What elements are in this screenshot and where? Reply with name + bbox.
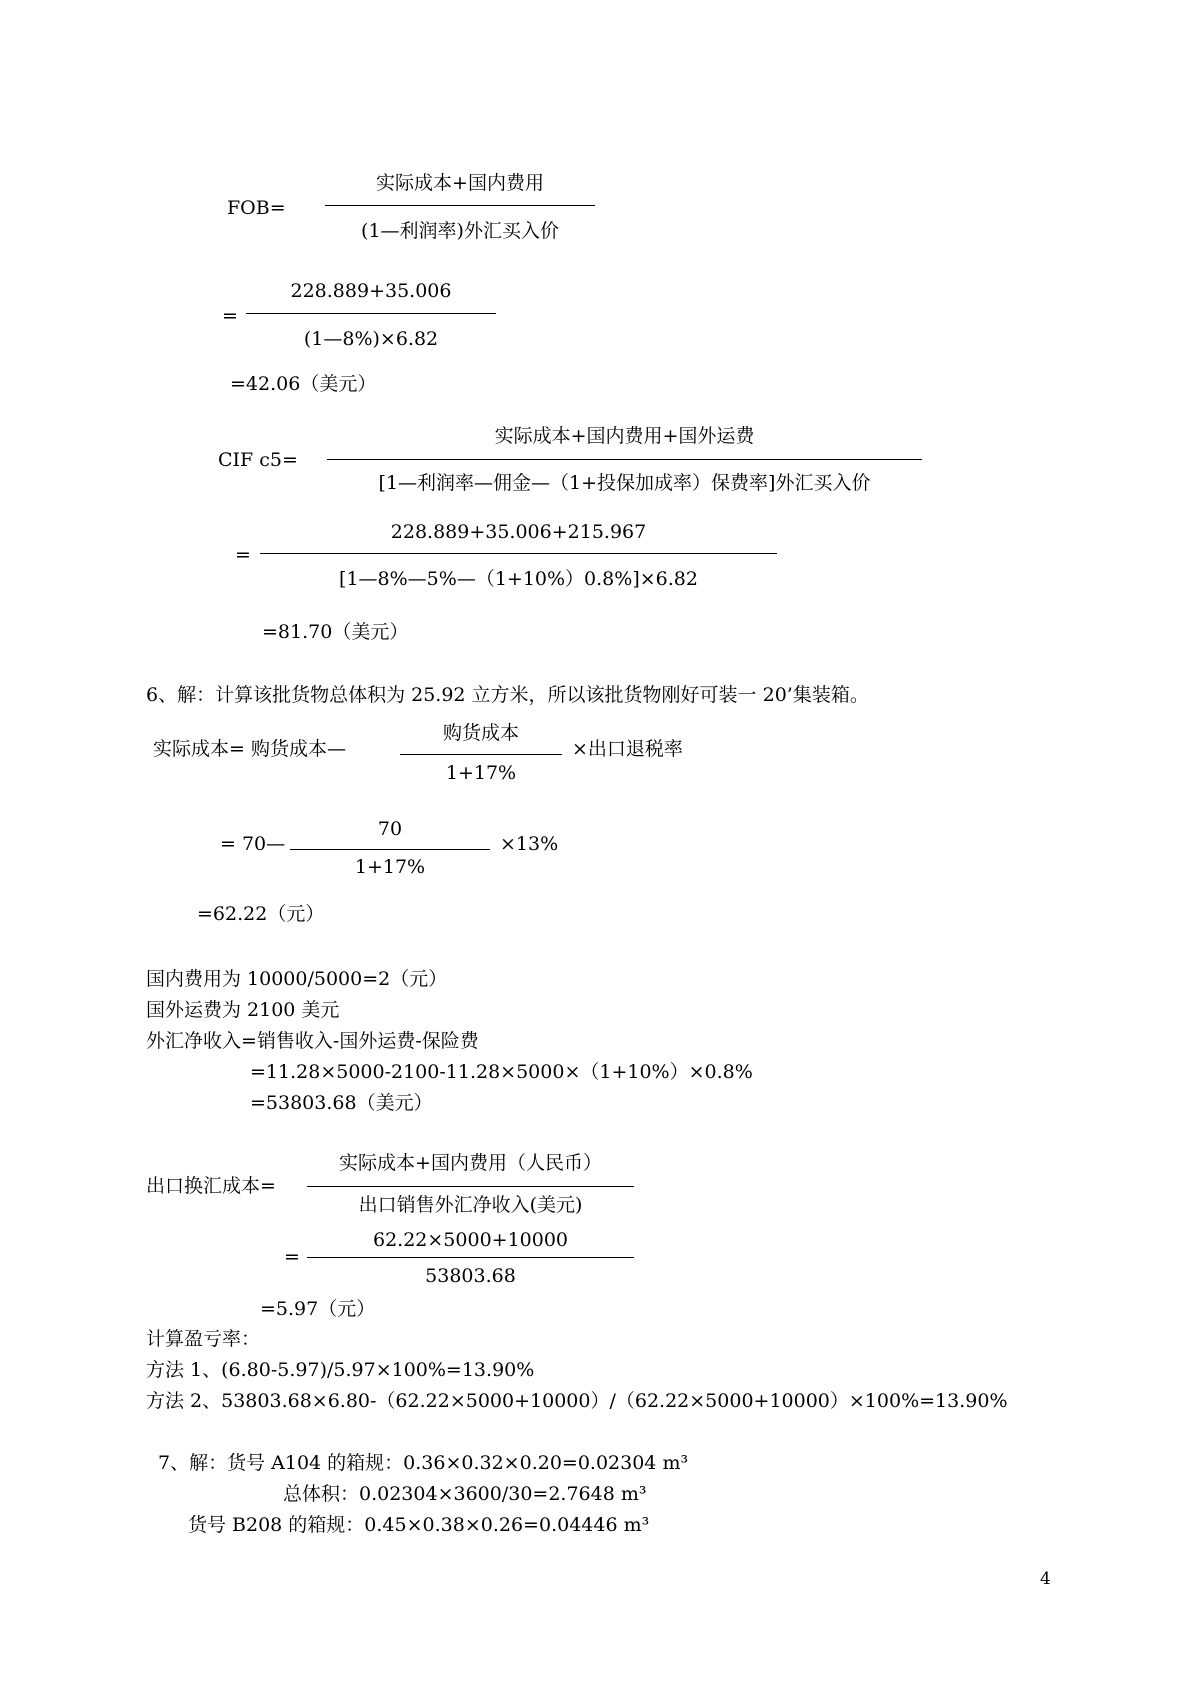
q6-cost-calc-suffix: ×13% [500, 833, 559, 855]
q6-exchange-fraction-bar [307, 1186, 634, 1187]
q6-domestic-fee: 国内费用为 10000/5000=2（元） [146, 968, 448, 990]
q6-exchange-result: =5.97（元） [260, 1298, 376, 1320]
cif-eq-sign: = [235, 544, 251, 566]
fob-eq-sign: = [222, 305, 238, 327]
cif-fraction-bar [327, 459, 922, 460]
fob-label: FOB= [227, 197, 286, 219]
cif-calc-fraction-bar [260, 553, 777, 554]
fob-numerator: 实际成本+国内费用 [376, 172, 544, 194]
q6-intro: 6、解：计算该批货物总体积为 25.92 立方米，所以该批货物刚好可装一 20’集装箱。 [146, 684, 869, 706]
cif-numerator: 实际成本+国内费用+国外运费 [494, 425, 755, 447]
q6-cost-result: =62.22（元） [197, 903, 325, 925]
fob-fraction-bar [325, 205, 595, 206]
q7-line3: 货号 B208 的箱规：0.45×0.38×0.26=0.04446 m³ [188, 1514, 650, 1536]
cif-denominator: [1—利润率—佣金—（1+投保加成率）保费率]外汇买入价 [378, 472, 871, 494]
q6-exchange-eq: = [284, 1246, 300, 1268]
cif-label: CIF c5= [218, 449, 298, 471]
q6-foreign-freight: 国外运费为 2100 美元 [146, 999, 340, 1021]
q6-net-income-label: 外汇净收入=销售收入-国外运费-保险费 [146, 1030, 479, 1052]
q6-net-income-result: =53803.68（美元） [250, 1092, 433, 1114]
fob-calc-fraction-bar [246, 313, 496, 314]
page-number: 4 [1040, 1569, 1051, 1589]
q6-exchange-calc-numerator: 62.22×5000+10000 [372, 1229, 569, 1251]
q6-cost-fraction-bar [400, 754, 562, 755]
q6-cost-denominator: 1+17% [445, 762, 517, 784]
q6-method2: 方法 2、53803.68×6.80-（62.22×5000+10000）/（62.22×5000+10000）×100%=13.90% [146, 1390, 1008, 1412]
q6-cost-numerator: 购货成本 [442, 722, 519, 744]
q6-cost-calc-numerator: 70 [377, 818, 403, 840]
q6-profit-label: 计算盈亏率： [146, 1328, 261, 1350]
fob-calc-numerator: 228.889+35.006 [290, 280, 452, 302]
q6-exchange-numerator: 实际成本+国内费用（人民币） [339, 1152, 602, 1174]
q6-cost-label: 实际成本= 购货成本— [153, 738, 346, 760]
cif-calc-denominator: [1—8%—5%—（1+10%）0.8%]×6.82 [339, 568, 698, 590]
fob-denominator: (1—利润率)外汇买入价 [361, 220, 559, 242]
q7-line1: 7、解：货号 A104 的箱规：0.36×0.32×0.20=0.02304 m³ [158, 1452, 689, 1474]
fob-result: =42.06（美元） [230, 373, 377, 395]
q6-cost-suffix: ×出口退税率 [572, 738, 683, 760]
cif-calc-numerator: 228.889+35.006+215.967 [390, 521, 647, 543]
cif-result: =81.70（美元） [262, 621, 409, 643]
q6-cost-calc-denominator: 1+17% [354, 856, 426, 878]
q6-exchange-calc-denominator: 53803.68 [425, 1265, 516, 1287]
q6-exchange-calc-fraction-bar [307, 1257, 634, 1258]
q6-net-income-calc: =11.28×5000-2100-11.28×5000×（1+10%）×0.8% [250, 1061, 753, 1083]
q6-cost-calc-prefix: = 70— [220, 833, 286, 855]
q6-exchange-label: 出口换汇成本= [146, 1175, 276, 1197]
q6-cost-calc-fraction-bar [290, 849, 490, 850]
q6-exchange-denominator: 出口销售外汇净收入(美元) [358, 1194, 583, 1216]
q6-method1: 方法 1、(6.80-5.97)/5.97×100%=13.90% [146, 1359, 535, 1381]
fob-calc-denominator: (1—8%)×6.82 [303, 328, 439, 350]
q7-line2: 总体积：0.02304×3600/30=2.7648 m³ [283, 1483, 647, 1505]
